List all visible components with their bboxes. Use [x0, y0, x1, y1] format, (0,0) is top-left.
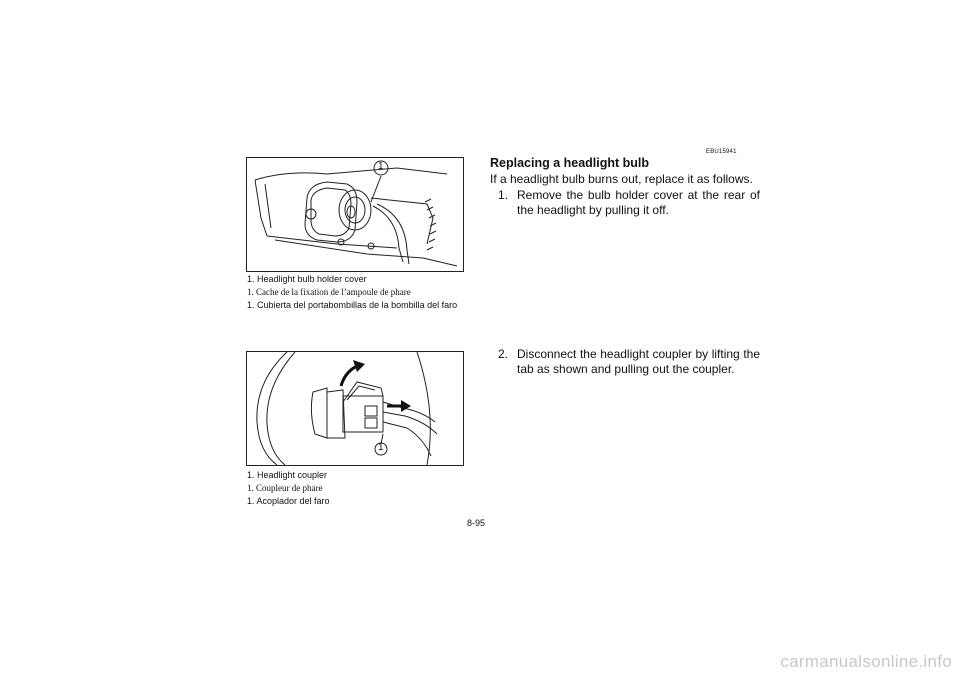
figure-1-caption-en: 1. Headlight bulb holder cover: [247, 274, 367, 284]
step-1: [498, 188, 760, 218]
step-text: Disconnect the headlight coupler by lifting the tab as shown and pulling out the coupler.: [517, 347, 760, 376]
figure-1-caption-fr: 1. Cache de la fixation de l’ampoule de phare: [247, 287, 411, 297]
step-number: 2.: [498, 347, 509, 361]
section-code: EBU15941: [706, 149, 737, 155]
section-intro: If a headlight bulb burns out, replace it as follows.: [490, 172, 753, 186]
figure-2-caption-es: 1. Acoplador del faro: [247, 496, 330, 506]
step-text: Remove the bulb holder cover at the rear of the headlight by pulling it off.: [517, 188, 760, 217]
section-title: Replacing a headlight bulb: [490, 156, 650, 170]
figure-callout: 1: [378, 442, 384, 453]
step-number: 1.: [498, 188, 509, 202]
figure-1-caption-es: 1. Cubierta del portabombillas de la bombilla del faro: [247, 300, 458, 310]
figure-2-caption-en: 1. Headlight coupler: [247, 470, 328, 480]
page-number: 8-95: [467, 518, 486, 528]
figure-callout: 1: [378, 161, 384, 172]
figure-2-caption-fr: 1. Coupleur de phare: [247, 483, 323, 493]
watermark: carmanualsonline.info: [780, 652, 952, 671]
step-2: [498, 347, 760, 377]
bulb-holder-cover-illustration: [247, 158, 463, 271]
figure-bulb-holder-cover: [246, 157, 464, 272]
headlight-coupler-illustration: [247, 352, 463, 465]
figure-headlight-coupler: [246, 351, 464, 466]
